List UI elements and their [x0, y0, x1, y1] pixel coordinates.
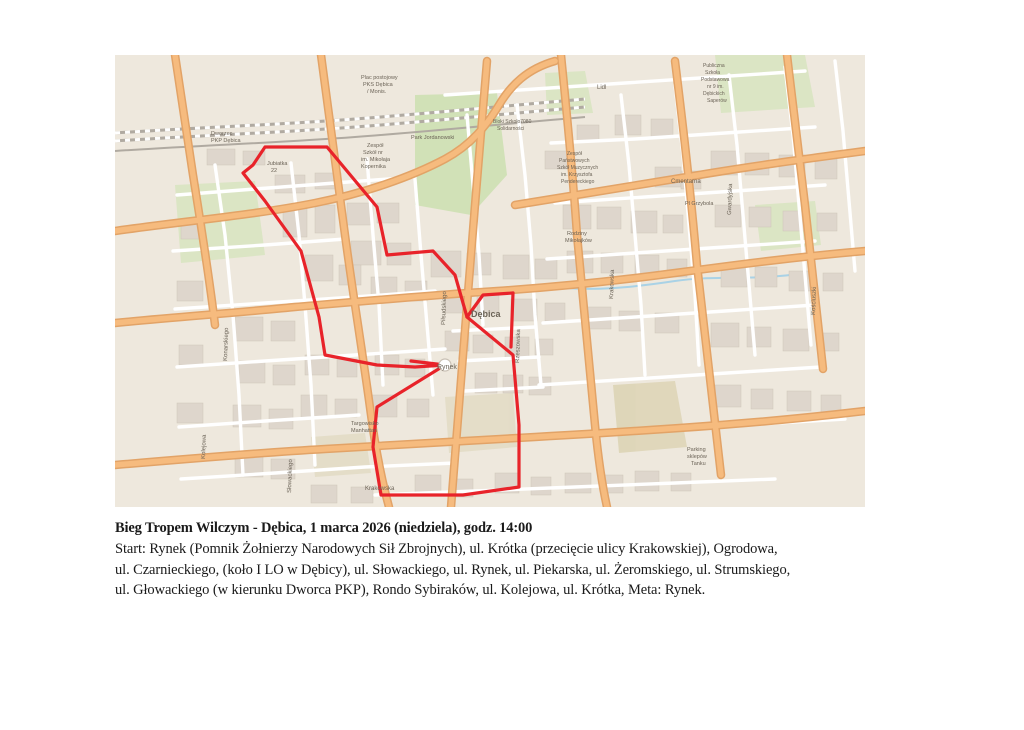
svg-text:22: 22 — [271, 168, 278, 174]
svg-text:Rynek: Rynek — [437, 364, 457, 371]
svg-text:Szkoła: Szkoła — [705, 70, 721, 76]
svg-text:Kopernika: Kopernika — [361, 164, 386, 170]
svg-text:Publiczna: Publiczna — [703, 63, 725, 69]
svg-text:nr 9 im.: nr 9 im. — [707, 84, 724, 90]
event-title: Bieg Tropem Wilczym - Dębica, 1 marca 2026 (niedziela), godz. 14:00 — [115, 520, 533, 536]
svg-text:PKP Dębica: PKP Dębica — [211, 138, 241, 144]
route-line-2: ul. Czarnieckiego, (koło I LO w Dębicy), ul. Słowackiego, ul. Rynek, ul. Piekarska, ul. Żeromskiego, ul. Strumskiego, — [115, 561, 791, 578]
svg-text:Manhattan: Manhattan — [351, 428, 377, 434]
map-canvas[interactable] — [115, 55, 865, 507]
route-description — [115, 539, 875, 601]
route-line-3: ul. Głowackiego (w kierunku Dworca PKP), Rondo Sybiraków, ul. Kolejowa, ul. Krótka, Meta: Rynek. — [115, 582, 706, 598]
svg-text:Konarskiego: Konarskiego — [223, 327, 231, 362]
svg-text:Piłsudskiego: Piłsudskiego — [441, 291, 449, 326]
svg-text:Tanku: Tanku — [691, 461, 706, 467]
svg-text:Krakowska: Krakowska — [609, 269, 617, 300]
route-line-1: Start: Rynek (Pomnik Żołnierzy Narodowych Sił Zbrojnych), ul. Krótka (przecięcie ulicy Krakowskiej), Ogrodowa, — [115, 541, 778, 557]
svg-text:Targowisko: Targowisko — [351, 421, 379, 427]
caption-block — [115, 518, 875, 601]
svg-text:PKS Dębica: PKS Dębica — [363, 82, 393, 88]
svg-text:Zespół: Zespół — [567, 151, 583, 157]
svg-text:im. Krzysztofa: im. Krzysztofa — [561, 172, 593, 178]
svg-text:Solidarności: Solidarności — [497, 126, 525, 132]
svg-text:Kościuszki: Kościuszki — [811, 286, 818, 316]
svg-text:sklepów: sklepów — [687, 454, 707, 460]
svg-text:Cmentarna: Cmentarna — [671, 179, 701, 185]
svg-text:/ Monis.: / Monis. — [367, 89, 387, 95]
svg-text:Dębickich: Dębickich — [703, 91, 725, 97]
svg-text:Rodziny: Rodziny — [567, 231, 587, 237]
route-map[interactable] — [115, 55, 865, 507]
svg-text:Państwowych: Państwowych — [559, 158, 590, 164]
svg-text:Kolejowa: Kolejowa — [201, 434, 208, 460]
svg-text:Dworzec: Dworzec — [211, 131, 233, 137]
svg-text:Park Jordanowski: Park Jordanowski — [411, 135, 455, 141]
svg-text:Saperów: Saperów — [707, 98, 727, 104]
svg-text:Plac postojowy: Plac postojowy — [361, 75, 398, 81]
svg-text:Krakowska: Krakowska — [365, 486, 395, 492]
svg-text:Zespół: Zespół — [367, 143, 384, 149]
svg-text:Parking: Parking — [687, 447, 706, 453]
svg-text:Pl Grzybola: Pl Grzybola — [685, 201, 714, 207]
svg-text:Podstawowa: Podstawowa — [701, 77, 730, 83]
svg-text:Bloki Szkoło7080: Bloki Szkoło7080 — [493, 119, 532, 125]
svg-text:Rzeszowska: Rzeszowska — [515, 329, 523, 364]
svg-text:Mikołajków: Mikołajków — [565, 238, 592, 244]
svg-text:Słowackiego: Słowackiego — [287, 459, 295, 494]
svg-text:Szkół nr: Szkół nr — [363, 150, 383, 156]
svg-text:Lidl: Lidl — [597, 85, 607, 91]
svg-text:Dębica: Dębica — [471, 309, 501, 319]
svg-text:Szkół Muzycznych: Szkół Muzycznych — [557, 165, 599, 171]
svg-text:Gwardyjska: Gwardyjska — [727, 183, 735, 216]
map-svg — [115, 55, 865, 507]
svg-text:im. Mikołaja: im. Mikołaja — [361, 157, 391, 163]
svg-text:Jubiatka: Jubiatka — [267, 161, 288, 167]
svg-text:Pendereckiego: Pendereckiego — [561, 179, 595, 185]
